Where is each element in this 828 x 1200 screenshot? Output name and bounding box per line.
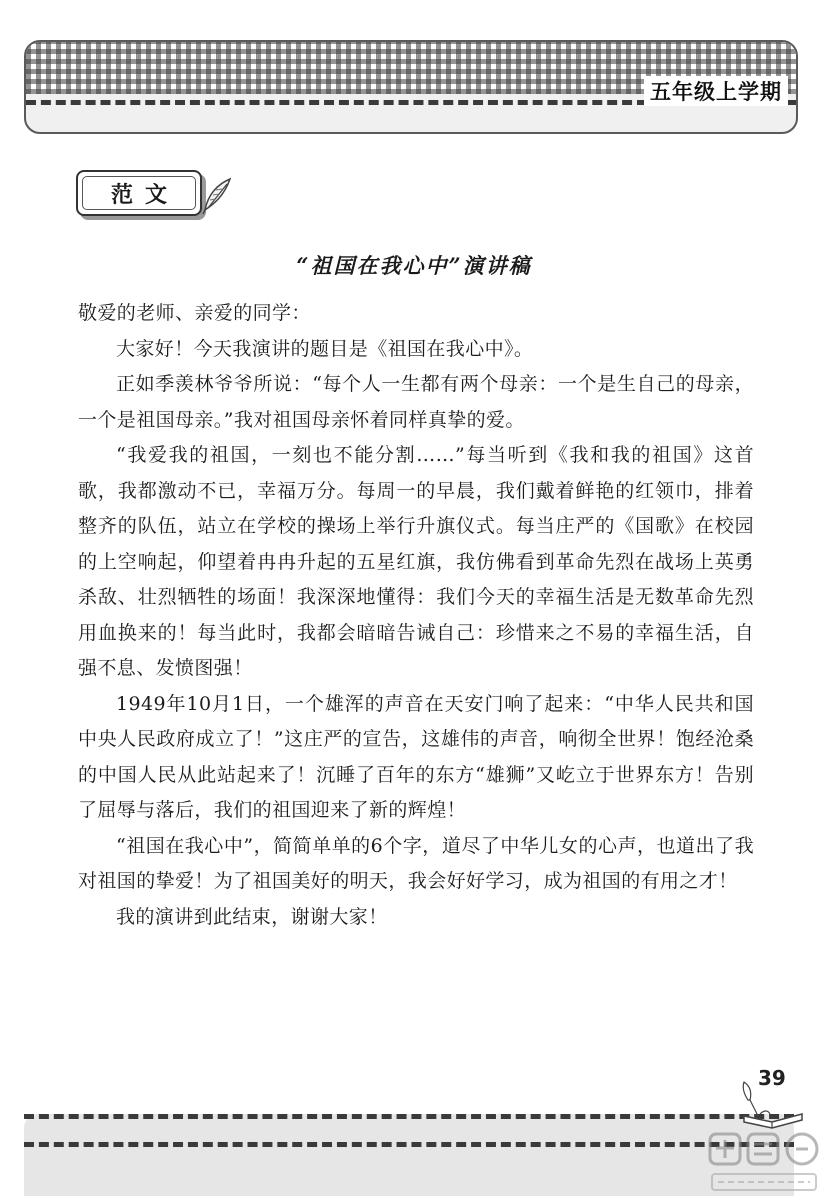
footer-dash-line-lower [24, 1142, 794, 1147]
article-title: “祖国在我心中”演讲稿 [296, 253, 532, 278]
section-badge [76, 170, 202, 216]
article-paragraph: “祖国在我心中”，简简单单的6个字，道尽了中华儿女的心声，也道出了我对祖国的挚爱！为了祖国美好的明天，我会好好学习，成为祖国的有用之才！ [78, 834, 754, 892]
section-label: 范文 [110, 182, 179, 208]
article-greeting: 敬爱的老师、亲爱的同学： [78, 302, 311, 324]
footer-band [24, 1114, 794, 1196]
article-closing: 我的演讲到此结束，谢谢大家！ [116, 905, 388, 928]
section-badge-inner [82, 176, 196, 210]
article-paragraph: 大家好！今天我演讲的题目是《祖国在我心中》。 [116, 337, 534, 360]
page-number: 39 [758, 1066, 786, 1090]
article-paragraph: “我爱我的祖国，一刻也不能分割……”每当听到《我和我的祖国》这首歌，我都激动不已，幸福万分。每周一的早晨，我们戴着鲜艳的红领巾，排着整齐的队伍，站立在学校的操场上举行升旗仪式。每当庄严的《国歌》在校园的上空响起，仰望着冉冉升起的五星红旗，我仿佛看到革命先烈在战场上英勇杀敌、壮烈牺牲的场面！我深深地懂得：我们今天的幸福生活是无数革命先烈用血换来的！每当此时，我都会暗暗告诫自己：珍惜来之不易的幸福生活，自强不息、发愤图强！ [78, 444, 754, 679]
article-body [78, 296, 754, 935]
article-paragraph: 正如季羡林爷爷所说：“每个人一生都有两个母亲：一个是生自己的母亲，一个是祖国母亲。”我对祖国母亲怀着同样真挚的爱。 [78, 373, 754, 431]
watermark-logo [706, 1130, 822, 1196]
grade-label: 五年级上学期 [644, 76, 788, 106]
footer-dash-line [24, 1114, 794, 1119]
feather-icon [200, 176, 236, 216]
article-paragraph: 1949年10月1日，一个雄浑的声音在天安门响了起来：“中华人民共和国中央人民政府成立了！”这庄严的宣告，这雄伟的声音，响彻全世界！饱经沧桑的中国人民从此站起来了！沉睡了百年的东方“雄狮”又屹立于世界东方！告别了屈辱与落后，我们的祖国迎来了新的辉煌！ [78, 692, 754, 821]
